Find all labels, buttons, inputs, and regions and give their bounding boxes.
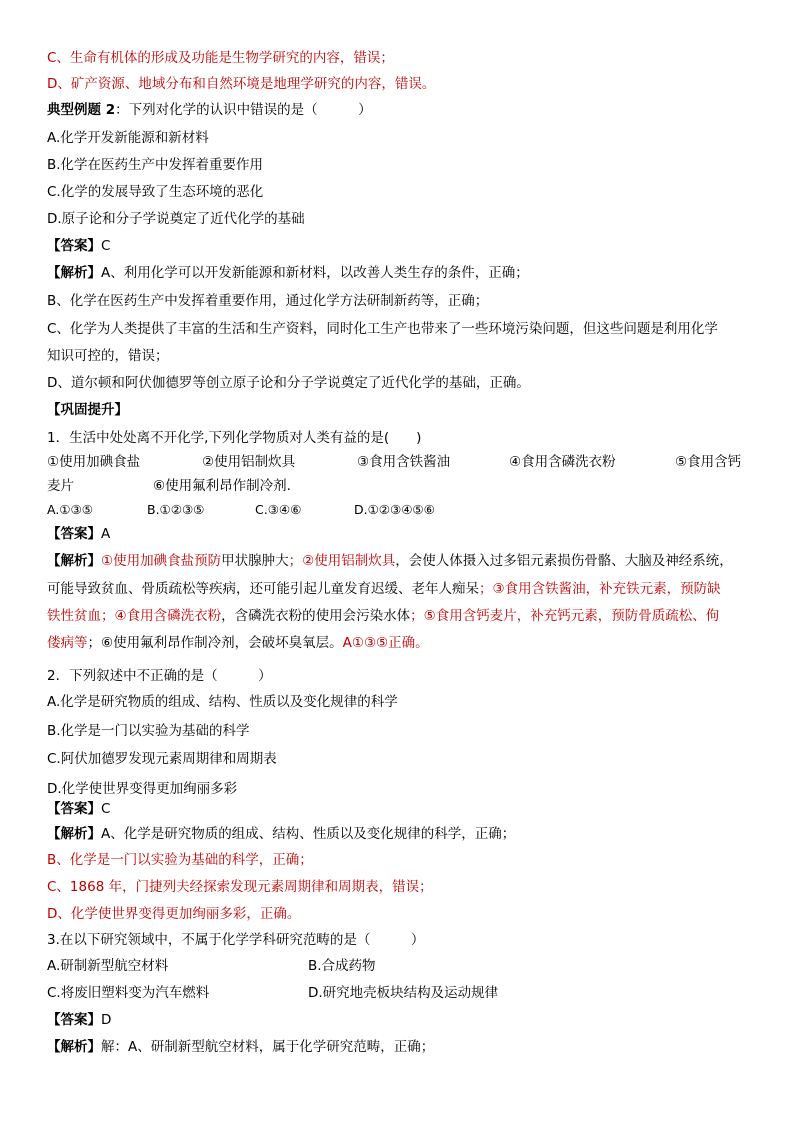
analysis-red: ；⑤食用含钙麦片，补充钙元素，预防骨质疏松、佝 xyxy=(410,608,720,624)
example2-option-c: C.化学的发展导致了生态环境的恶化 xyxy=(47,184,264,200)
answer-label: 【答案】 xyxy=(47,1012,101,1028)
analysis-black: 可能导致贫血、骨质疏松等疾病，还可能引起儿童发育迟缓、老年人痴呆 xyxy=(47,581,479,597)
q3-option-c: C.将废旧塑料变为汽车燃料 xyxy=(47,985,210,1001)
q1-item-3: ③食用含铁酱油 xyxy=(357,454,451,470)
analysis-black: ，含磷洗衣粉的使用会污染水体 xyxy=(221,608,411,624)
q2-analysis-d: D、化学使世界变得更加绚丽多彩，正确。 xyxy=(47,906,301,922)
q2-option-d: D.化学使世界变得更加绚丽多彩 xyxy=(47,781,238,797)
q1-items-row2 xyxy=(47,476,757,496)
consolidate-heading: 【巩固提升】 xyxy=(47,402,128,418)
analysis-red: 铁性贫血；④食用含磷洗衣粉 xyxy=(47,608,222,624)
analysis-label: 【解析】 xyxy=(47,265,101,281)
q1-analysis-line4 xyxy=(47,633,429,653)
answer-label: 【答案】 xyxy=(47,801,101,817)
answer-label: 【答案】 xyxy=(47,526,101,542)
example2-analysis-c2: 知识可控的，错误； xyxy=(47,348,169,364)
q2-answer xyxy=(47,799,110,819)
answer-value: A xyxy=(101,526,111,542)
q1-item-2: ②使用铝制炊具 xyxy=(202,454,296,470)
example2-analysis-a xyxy=(47,263,529,283)
q1-item-5-cont: 麦片 xyxy=(47,478,74,494)
q1-analysis-line2 xyxy=(47,579,721,599)
example2-label: 典型例题 2 xyxy=(47,102,116,118)
answer-value: C xyxy=(101,801,111,817)
prev-analysis-d: D、矿产资源、地域分布和自然环境是地理学研究的内容，错误。 xyxy=(47,76,436,92)
q2-option-b: B.化学是一门以实验为基础的科学 xyxy=(47,723,250,739)
q1-option-a: A.①③⑤ xyxy=(47,502,93,517)
q2-analysis-a xyxy=(47,824,515,844)
example2-stem-text: ：下列对化学的认识中错误的是（ ） xyxy=(115,102,372,118)
analysis-label: 【解析】 xyxy=(47,553,101,569)
answer-label: 【答案】 xyxy=(47,238,101,254)
analysis-red: A①③⑤正确。 xyxy=(342,635,429,651)
q2-analysis-b: B、化学是一门以实验为基础的科学，正确； xyxy=(47,852,313,868)
q1-option-d: D.①②③④⑤⑥ xyxy=(354,502,435,517)
analysis-black: ；⑥使用氟利昂作制冷剂，会破坏臭氧层。 xyxy=(87,635,343,651)
example2-analysis-d: D、道尔顿和阿伏伽德罗等创立原子论和分子学说奠定了近代化学的基础，正确。 xyxy=(47,375,530,391)
q1-item-1: ①使用加碘食盐 xyxy=(47,454,141,470)
q2-option-a: A.化学是研究物质的组成、结构、性质以及变化规律的科学 xyxy=(47,694,398,710)
q3-option-b: B.合成药物 xyxy=(308,958,376,974)
analysis-red: ①使用加碘食盐预防 xyxy=(101,553,222,569)
q3-stem: 3.在以下研究领域中，不属于化学学科研究范畴的是（ ） xyxy=(47,932,425,948)
q1-item-4: ④食用含磷洗衣粉 xyxy=(509,454,616,470)
q3-answer xyxy=(47,1010,111,1030)
q3-options-row1 xyxy=(47,956,757,976)
prev-analysis-c: C、生命有机体的形成及功能是生物学研究的内容，错误； xyxy=(47,50,394,66)
analysis-label: 【解析】 xyxy=(47,826,101,842)
answer-value: D xyxy=(101,1012,112,1028)
q3-options-row2 xyxy=(47,983,757,1003)
q1-analysis-line1 xyxy=(47,551,733,571)
q2-option-c: C.阿伏加德罗发现元素周期律和周期表 xyxy=(47,751,277,767)
example2-option-b: B.化学在医药生产中发挥着重要作用 xyxy=(47,157,264,173)
analysis-text: 解：A、研制新型航空材料，属于化学研究范畴，正确； xyxy=(101,1039,435,1055)
example2-analysis-b: B、化学在医药生产中发挥着重要作用，通过化学方法研制新药等，正确； xyxy=(47,293,489,309)
q1-item-5: ⑤食用含钙 xyxy=(675,454,742,470)
q1-option-b: B.①②③⑤ xyxy=(147,502,205,517)
analysis-black: ，会使人体摄入过多铝元素损伤骨骼、大脑及神经系统， xyxy=(395,553,733,569)
example2-option-a: A.化学开发新能源和新材料 xyxy=(47,130,209,146)
q1-answer xyxy=(47,524,110,544)
example2-option-d: D.原子论和分子学说奠定了近代化学的基础 xyxy=(47,211,305,227)
answer-value: C xyxy=(101,238,111,254)
analysis-red: 偻病等 xyxy=(47,635,88,651)
q1-items-row1 xyxy=(47,452,757,472)
q3-analysis xyxy=(47,1037,434,1057)
q3-option-d: D.研究地壳板块结构及运动规律 xyxy=(308,985,499,1001)
analysis-red: ；③食用含铁酱油，补充铁元素，预防缺 xyxy=(479,581,721,597)
analysis-text: A、化学是研究物质的组成、结构、性质以及变化规律的科学，正确； xyxy=(101,826,516,842)
q1-option-c: C.③④⑥ xyxy=(255,502,302,517)
analysis-text: A、利用化学可以开发新能源和新材料，以改善人类生存的条件，正确； xyxy=(101,265,529,281)
analysis-red: ；②使用铝制炊具 xyxy=(288,553,396,569)
q2-stem: 2．下列叙述中不正确的是（ ） xyxy=(47,668,272,684)
q1-item-6: ⑥使用氟利昂作制冷剂. xyxy=(153,478,291,494)
example2-answer xyxy=(47,236,110,256)
analysis-black: 甲状腺肿大 xyxy=(221,553,289,569)
analysis-label: 【解析】 xyxy=(47,1039,101,1055)
q1-analysis-line3 xyxy=(47,606,719,626)
q1-stem: 1．生活中处处离不开化学,下列化学物质对人类有益的是( ) xyxy=(47,430,422,446)
q1-options xyxy=(47,500,757,520)
example2-stem xyxy=(47,100,372,120)
q3-option-a: A.研制新型航空材料 xyxy=(47,958,169,974)
example2-analysis-c: C、化学为人类提供了丰富的生活和生产资料，同时化工生产也带来了一些环境污染问题，但这些问题是利用化学 xyxy=(47,321,718,337)
q2-analysis-c: C、1868 年，门捷列夫经探索发现元素周期律和周期表，错误； xyxy=(47,879,433,895)
